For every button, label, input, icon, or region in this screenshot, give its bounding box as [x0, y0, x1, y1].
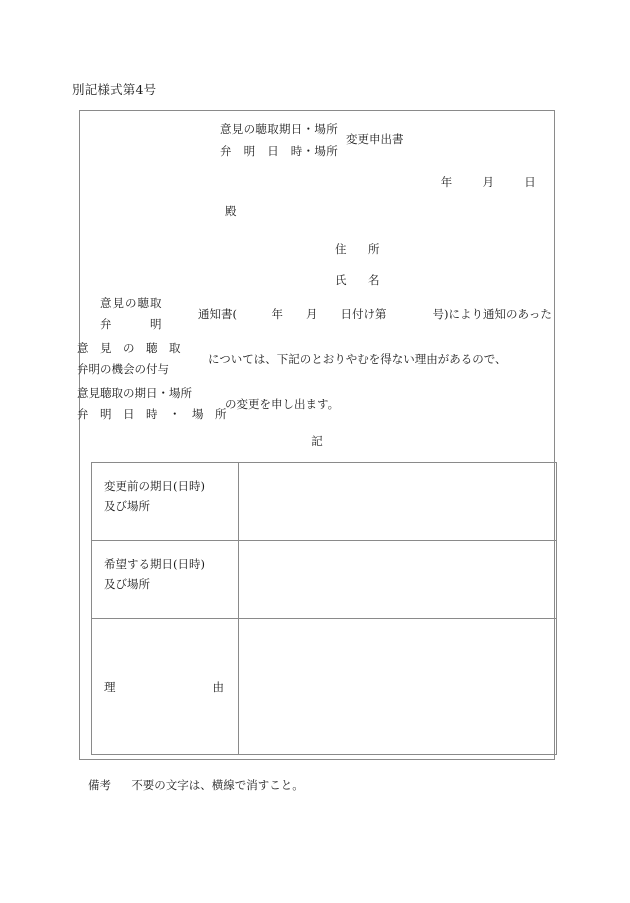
row-label-previous-schedule	[92, 463, 239, 541]
paragraph-1-alt-line-2: 弁 明	[100, 317, 163, 331]
name-label: 氏 名	[335, 273, 385, 287]
row-label-reason	[92, 619, 239, 755]
table-row	[92, 619, 557, 755]
table-row	[92, 463, 557, 541]
row-value-reason[interactable]	[239, 619, 557, 755]
paragraph-2-alt-line-2: 弁明の機会の付与	[77, 362, 169, 376]
record-marker: 記	[311, 434, 323, 448]
title-alternatives	[220, 121, 338, 159]
row-label-line-2: 及び場所	[104, 577, 150, 592]
reason-label-char-1: 理	[104, 680, 116, 694]
paragraph-request	[77, 385, 339, 422]
document-title	[220, 121, 520, 159]
paragraph-3-alternatives	[77, 385, 227, 422]
reason-label-char-2: 由	[212, 680, 224, 694]
day-label: 日	[524, 175, 536, 189]
month-label: 月	[482, 175, 495, 189]
form-outer-border	[79, 110, 555, 760]
title-alt-line-1: 意見の聴取期日・場所	[220, 122, 338, 136]
reason-label-inner	[104, 677, 224, 697]
date-entry-line	[441, 174, 536, 190]
paragraph-reason	[77, 340, 507, 377]
paragraph-1-alt-line-1: 意見の聴取	[100, 296, 163, 310]
row-label-line-1: 希望する期日(日時)	[104, 557, 205, 571]
paragraph-2-alt-line-1: 意 見 の 聴 取	[77, 341, 181, 355]
year-label: 年	[440, 175, 453, 189]
paragraph-2-text: については、下記のとおりやむを得ない理由があるので、	[208, 351, 507, 366]
form-number-label: 別記様式第4号	[72, 82, 157, 97]
addressee-label: 殿	[225, 204, 237, 218]
row-label-line-2: 及び場所	[104, 499, 150, 514]
address-label: 住 所	[335, 242, 385, 256]
paragraph-notification	[100, 295, 552, 332]
details-table	[91, 462, 557, 755]
remark-label: 備考	[88, 778, 111, 792]
paragraph-3-alt-line-1: 意見聴取の期日・場所	[77, 386, 192, 400]
row-value-requested-schedule[interactable]	[239, 541, 557, 619]
footer-remark	[88, 777, 304, 793]
title-suffix: 変更申出書	[346, 132, 404, 146]
paragraph-1-text: 通知書( 年 月 日付け第 号)により通知のあった	[198, 306, 552, 321]
remark-text: 不要の文字は、横線で消すこと。	[131, 778, 304, 792]
row-label-line-1: 変更前の期日(日時)	[104, 479, 205, 493]
paragraph-3-alt-line-2: 弁 明 日 時 ・ 場 所	[77, 407, 227, 421]
row-label-requested-schedule	[92, 541, 239, 619]
paragraph-3-text: の変更を申し出ます。	[225, 396, 340, 411]
paragraph-1-alternatives	[100, 295, 188, 332]
paragraph-2-alternatives	[77, 340, 199, 377]
title-alt-line-2: 弁 明 日 時・場所	[220, 144, 338, 158]
applicant-fields	[335, 241, 385, 288]
table-row	[92, 541, 557, 619]
row-value-previous-schedule[interactable]	[239, 463, 557, 541]
